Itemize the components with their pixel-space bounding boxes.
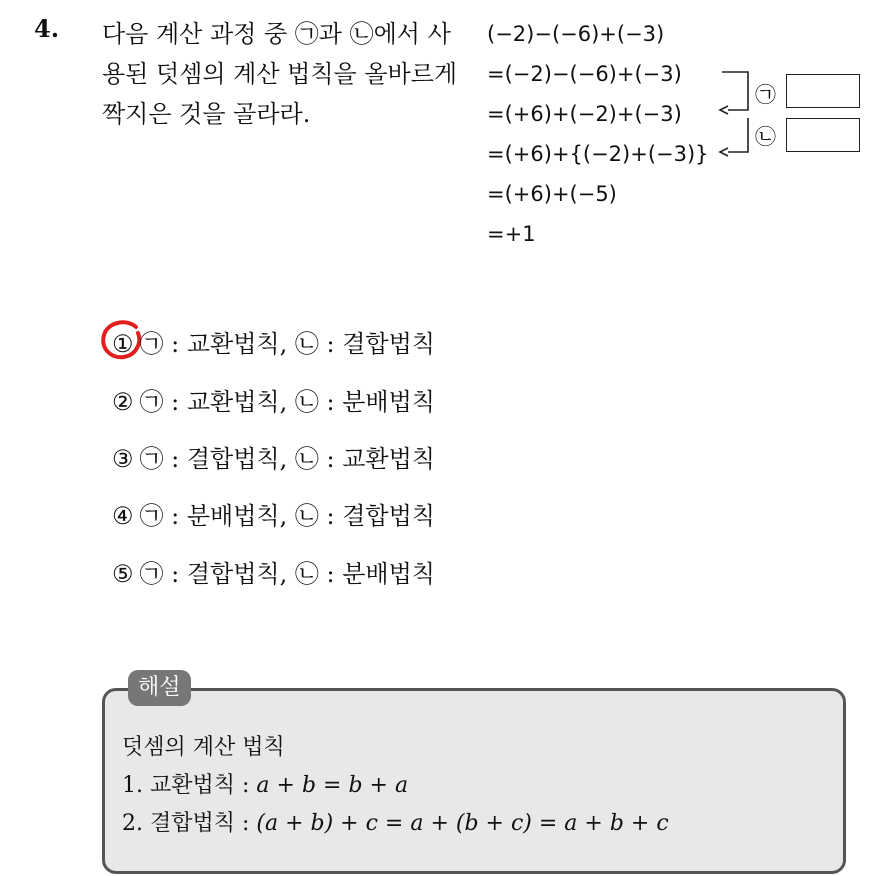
- choice-text: ㉠ : 결합법칙, ㉡ : 교환법칙: [139, 445, 435, 473]
- rule-formula: (a + b) + c = a + (b + c) = a + b + c: [256, 811, 669, 836]
- question-text: 다음 계산 과정 중 ㉠과 ㉡에서 사용된 덧셈의 계산 법칙을 올바르게 짝지은 것을 골라라.: [102, 20, 458, 128]
- calc-line: (−2)−(−6)+(−3): [487, 22, 665, 46]
- explanation-rule-1: [122, 768, 408, 799]
- choice-number: ⑤: [112, 560, 134, 588]
- rule-formula: a + b = b + a: [256, 773, 409, 798]
- calc-line: =(−2)−(−6)+(−3): [487, 62, 682, 86]
- rule-label: 2. 결합법칙 :: [122, 811, 250, 836]
- calc-line: =(+6)+(−5): [487, 182, 617, 206]
- calc-line: =(+6)+(−2)+(−3): [487, 102, 682, 126]
- bracket-arrows: [716, 60, 756, 160]
- calc-line: =(+6)+{(−2)+(−3)}: [487, 142, 709, 166]
- calc-line: =+1: [487, 222, 536, 246]
- choice-number: ③: [112, 445, 134, 473]
- question-number: 4.: [34, 14, 60, 43]
- marker-a: ㉠: [755, 83, 776, 107]
- choice-text: ㉠ : 교환법칙, ㉡ : 분배법칙: [139, 388, 435, 416]
- choice-text: ㉠ : 결합법칙, ㉡ : 분배법칙: [139, 560, 435, 588]
- explanation-tab: 해설: [128, 670, 191, 706]
- rule-label: 1. 교환법칙 :: [122, 773, 250, 798]
- answer-box-b[interactable]: [786, 118, 860, 152]
- choice-text: ㉠ : 분배법칙, ㉡ : 결합법칙: [139, 502, 435, 530]
- choice-5[interactable]: [112, 554, 441, 589]
- choice-number: ①: [112, 330, 134, 358]
- choice-2[interactable]: [112, 382, 441, 417]
- choice-1[interactable]: [112, 324, 441, 359]
- choice-3[interactable]: [112, 439, 441, 474]
- choice-text: ㉠ : 교환법칙, ㉡ : 결합법칙: [139, 330, 435, 358]
- choice-4[interactable]: [112, 496, 441, 531]
- choice-number: ④: [112, 502, 134, 530]
- explanation-heading: 덧셈의 계산 법칙: [122, 735, 285, 760]
- answer-box-a[interactable]: [786, 74, 860, 108]
- marker-b: ㉡: [755, 125, 776, 149]
- choice-number: ②: [112, 388, 134, 416]
- explanation-rule-2: [122, 806, 669, 837]
